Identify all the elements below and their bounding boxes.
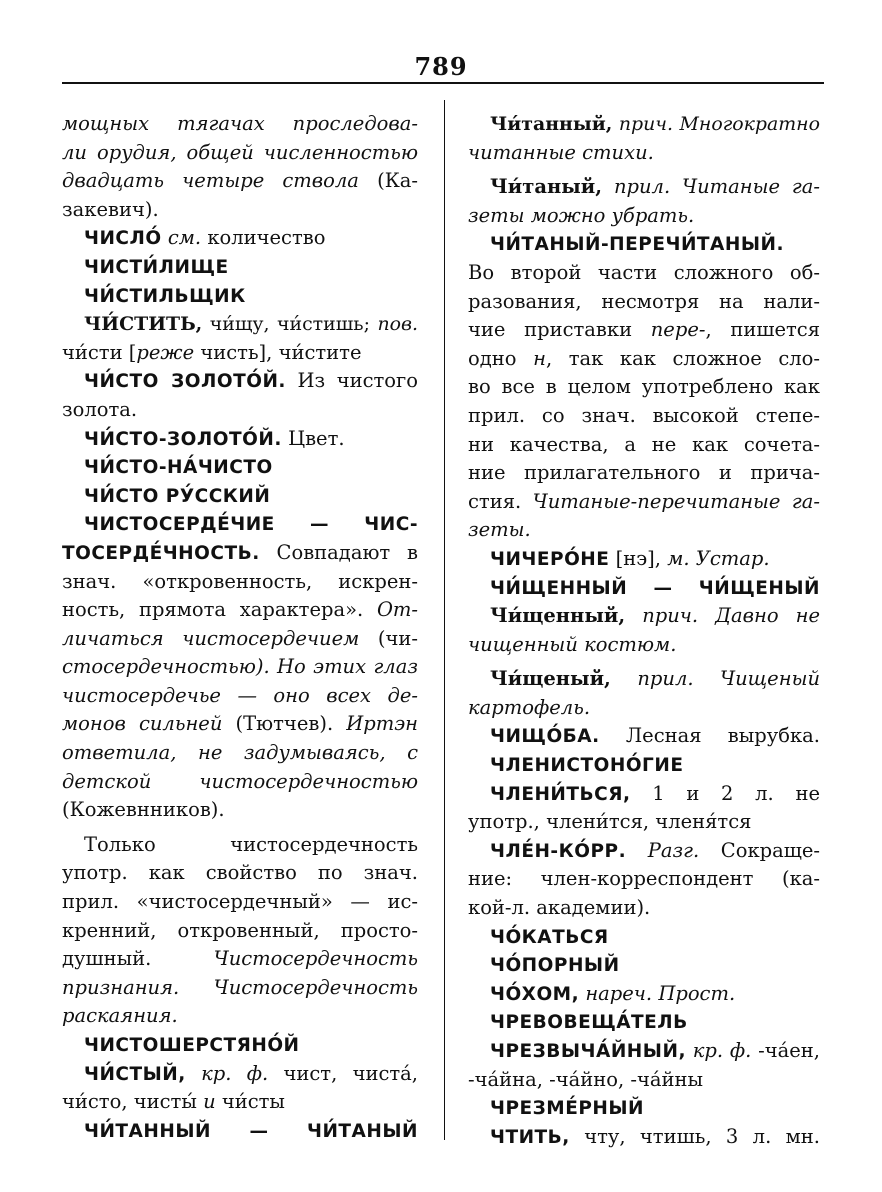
entry-chrevoveshchatel: ЧРЕВОВЕЩА́ТЕЛЬ xyxy=(490,1012,688,1034)
text-line: ли орудия, общей численностью xyxy=(62,140,418,164)
entry-chokhom: ЧО́ХОМ, нареч. Прост. xyxy=(490,981,736,1005)
entry-choporny: ЧО́ПОРНЫЙ xyxy=(490,955,620,977)
text-line: читанные стихи. xyxy=(468,140,654,164)
entry-chistilshchik: ЧИ́СТИЛЬЩИК xyxy=(84,285,246,307)
text-line: Только чистосердечность xyxy=(84,832,418,856)
text-line: зеты. xyxy=(468,518,531,542)
text-line: монов сильней (Тютчев). Иртэн xyxy=(62,712,419,736)
text-line: личаться чистосердечием (чи- xyxy=(62,626,418,650)
entry-chisto-russkiy: ЧИ́СТО РУ́ССКИЙ xyxy=(84,485,271,507)
entry-chishchennyy: ЧИ́ЩЕННЫЙ — ЧИ́ЩЕНЫЙ xyxy=(490,577,820,599)
entry-chitanyy-pril: Чи́таный, прил. Читаные га- xyxy=(490,175,821,199)
text-line: раскаяния. xyxy=(62,1004,178,1028)
text-line: двадцать четыре ствола (Ка- xyxy=(62,169,419,193)
page-number: 789 xyxy=(414,52,468,81)
text-line: ность, прямота характера». От- xyxy=(62,598,419,622)
text-line: Во второй части сложного об- xyxy=(468,260,820,284)
text-line: во все в целом употреблено как xyxy=(468,375,820,399)
entry-chistit: ЧИ́СТИТЬ, чи́щу, чи́стишь; пов. xyxy=(84,313,418,336)
text-line: закевич). xyxy=(62,197,159,221)
text-line: золота. xyxy=(62,397,138,421)
entry-chistilishche: ЧИСТИ́ЛИЩЕ xyxy=(84,256,229,278)
entry-chisto-zolotoy: ЧИ́СТО ЗОЛОТО́Й. Из чистого xyxy=(84,369,418,393)
text-line: одно н, так как сложное сло- xyxy=(468,346,820,370)
entry-chistoserdechie: ЧИСТОСЕРДЕ́ЧИЕ — ЧИС- xyxy=(84,514,418,536)
text-line: картофель. xyxy=(468,695,591,719)
entry-chishchenyy-pril: Чи́щеный, прил. Чищеный xyxy=(490,667,821,691)
text-line: (Кожевнников). xyxy=(62,798,225,822)
text-line: ни качества, а не как сочета- xyxy=(468,432,820,456)
entry-chitannyy-prich: Чи́танный, прич. Многократно xyxy=(490,113,820,135)
column-divider xyxy=(444,100,445,1140)
text-line: душный. Чистосердечность xyxy=(62,947,418,971)
entry-chlenitsya: ЧЛЕНИ́ТЬСЯ, 1 и 2 л. не xyxy=(490,781,820,805)
entry-chisto-zolotoy-color: ЧИ́СТО-ЗОЛОТО́Й. Цвет. xyxy=(84,426,345,450)
text-line: детской чистосердечностью xyxy=(62,769,418,793)
text-line: знач. «откровенность, искрен- xyxy=(62,569,418,593)
text-line: стия. Читаные-перечитаные га- xyxy=(468,489,820,513)
entry-chicherone: ЧИЧЕРО́НЕ [нэ], м. Устар. xyxy=(490,546,770,570)
text-line: стосердечностью). Но этих глаз xyxy=(62,655,418,679)
text-line: чие приставки пере-, пишется xyxy=(468,318,821,342)
entry-chrezvychaynyy: ЧРЕЗВЫЧА́ЙНЫЙ, кр. ф. -ча́ен, xyxy=(490,1039,820,1062)
entry-chitannyy: ЧИ́ТАННЫЙ — ЧИ́ТАНЫЙ xyxy=(84,1120,418,1142)
text-line: разования, несмотря на нали- xyxy=(468,289,820,313)
text-line: ТОСЕРДЕ́ЧНОСТЬ. Совпадают в xyxy=(62,540,418,564)
header-rule xyxy=(62,82,824,84)
entry-chtit: ЧТИТЬ, чту, чтишь, 3 л. мн. xyxy=(490,1124,820,1148)
right-column xyxy=(468,110,820,1151)
text-line: чи́сто, чисты́ и чи́сты xyxy=(62,1090,285,1114)
entry-chokatsya: ЧО́КАТЬСЯ xyxy=(490,926,609,948)
text-line: ние: член-корреспондент (ка- xyxy=(468,867,820,891)
text-line: ние прилагательного и прича- xyxy=(468,461,820,485)
left-column xyxy=(62,110,418,1145)
text-line: кой-л. академии). xyxy=(468,896,651,920)
text-line: ответила, не задумываясь, с xyxy=(62,741,418,765)
text-line: кренний, откровенный, просто- xyxy=(62,918,418,942)
entry-chistyy: ЧИ́СТЫЙ, кр. ф. чист, чиста́, xyxy=(84,1061,418,1085)
text-line: чищенный костюм. xyxy=(468,632,677,656)
text-line: употр. как свойство по знач. xyxy=(62,861,418,885)
text-line: мощных тягачах проследова- xyxy=(62,112,418,135)
entry-chishchoba: ЧИЩО́БА. Лесная вырубка. xyxy=(490,724,820,748)
entry-chistosherstyanoy: ЧИСТОШЕРСТЯНО́Й xyxy=(84,1035,300,1056)
entry-chlen-korr: ЧЛЕ́Н-КО́РР. Разг. Сокраще- xyxy=(490,838,821,862)
text-line: чи́сти [реже чисть], чи́стите xyxy=(62,340,362,364)
entry-chislo: ЧИСЛО́ см. количество xyxy=(84,226,326,250)
text-line: -ча́йна, -ча́йно, -ча́йны xyxy=(468,1067,703,1091)
text-line: прил. «чистосердечный» — ис- xyxy=(62,890,418,914)
entry-chrezmernyy: ЧРЕЗМЕ́РНЫЙ xyxy=(490,1098,645,1120)
text-line: прил. со знач. высокой степе- xyxy=(468,403,820,427)
text-line: зеты можно убрать. xyxy=(468,203,695,227)
entry-chlenistonogie: ЧЛЕНИСТОНО́ГИЕ xyxy=(490,755,684,777)
entry-chisto-nachisto: ЧИ́СТО-НА́ЧИСТО xyxy=(84,457,273,479)
entry-chishchennyy-prich: Чи́щенный, прич. Давно не xyxy=(490,604,821,628)
text-line: употр., члени́тся, членя́тся xyxy=(468,810,752,834)
text-line: признания. Чистосердечность xyxy=(62,975,418,999)
entry-chitanyy-perechitanyy: ЧИ́ТАНЫЙ-ПЕРЕЧИ́ТАНЫЙ. xyxy=(490,234,785,256)
text-line: чистосердечье — оно всех де- xyxy=(62,683,418,707)
